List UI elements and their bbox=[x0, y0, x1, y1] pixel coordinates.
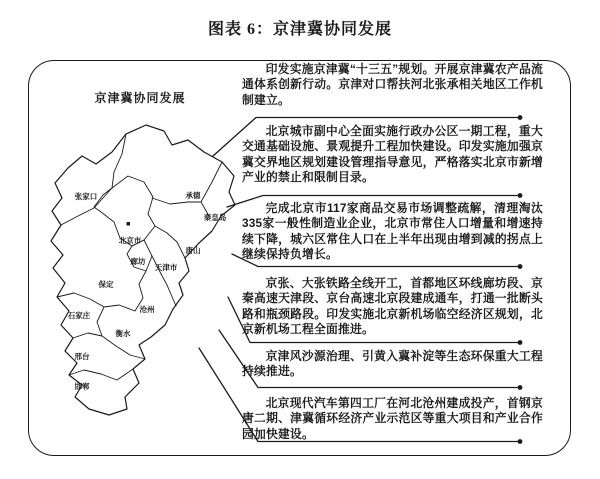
map-label-beijing: 北京市 bbox=[118, 236, 142, 245]
callout-text-6: 北京现代汽车第四工厂在河北沧州建成投产，首钢京唐二期、津冀循环经济产业示范区等重大项目和产业合作园加快建设。 bbox=[242, 396, 543, 441]
map-label-qinhuangdao: 秦皇岛 bbox=[203, 213, 227, 222]
map-label-handan: 邯郸 bbox=[74, 382, 90, 391]
region-map bbox=[38, 112, 238, 422]
map-label-shijiazhuang: 石家庄 bbox=[67, 311, 91, 320]
map-title: 京津冀协同发展 bbox=[94, 91, 186, 105]
map-label-hengshui: 衡水 bbox=[115, 329, 131, 338]
callout-text-1: 印发实施京津冀“十三五”规划。开展京津冀农产品流通体系创新行动。京津对口帮扶河北张承相关地区工作机制建立。 bbox=[242, 62, 543, 107]
figure-title: 图表 6：京津冀协同发展 bbox=[207, 21, 392, 38]
map-label-xingtai: 邢台 bbox=[74, 352, 90, 361]
map-label-zhangjiakou: 张家口 bbox=[74, 192, 98, 201]
map-label-tangshan: 唐山 bbox=[185, 246, 201, 255]
capital-marker-icon bbox=[127, 222, 131, 226]
callout-text-2: 北京城市副中心全面实施行政办公区一期工程，重大交通基础设施、景观提升工程加快建设。印发实施加强京冀交界地区规划建设管理指导意见，严格落实北京市新增产业的禁止和限制目录。 bbox=[242, 124, 543, 185]
map-label-baoding: 保定 bbox=[98, 280, 114, 289]
callout-text-3: 完成北京市117家商品交易市场调整疏解，清理淘汰335家一般性制造业企业，北京市常住人口增量和增速持续下降，城六区常住人口在上半年出现由增到减的拐点上继续保持负增长。 bbox=[242, 201, 543, 262]
map-label-langfang: 廊坊 bbox=[130, 257, 146, 266]
map-label-cangzhou: 沧州 bbox=[139, 305, 155, 314]
map-label-tianjin: 天津市 bbox=[154, 263, 178, 272]
map-label-chengde: 承德 bbox=[185, 191, 201, 200]
callout-text-5: 京津风沙源治理、引黄入冀补淀等生态环保重大工程持续推进。 bbox=[242, 349, 543, 379]
callout-text-4: 京张、大张铁路全线开工，首都地区环线廊坊段、京秦高速天津段、京台高速北京段建成通车，打通一批断头路和瓶颈路段。印发实施北京新机场临空经济区规划，北京新机场工程全面推进。 bbox=[242, 276, 543, 337]
